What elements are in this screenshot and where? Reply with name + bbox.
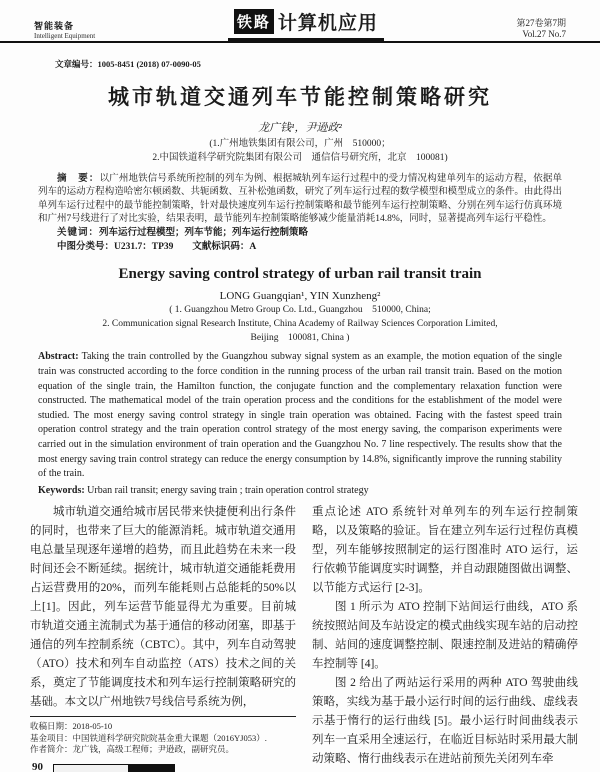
affiliation-en-line3: Beijing 100081, China ) bbox=[250, 332, 350, 343]
affiliation-en-line1: ( 1. Guangzhou Metro Group Co. Ltd., Guangzhou 510000, China; bbox=[169, 305, 431, 316]
abstract-en-text: Taking the train controlled by the Guangzhou subway signal system as an example, the motion equation of the single train was constructed according to the force condition in the running process of the urban rail transit train. Based on the motion equation of the single train, the Hamilton function, the conjugate function and the complementary relaxation function were constructed. The mathematical model of the train operation process and the conditions for the establishment of the model were studied. The most energy saving control strategy in single train operation was obtained. Facing with the fastest speed train operation control strategy and the train operation control strategy of the most energy saving, the comparison experiments were carried out in the simulation environment of train operation and the Guangzhou No. 7 line respectively. The results show that the most energy saving train control strategy can reduce the energy consumption by 14.8%, significantly improve the running stability of the train. bbox=[38, 351, 562, 480]
keywords-en bbox=[38, 484, 562, 499]
doc-code-label: 文献标识码： bbox=[192, 241, 250, 252]
header-divider bbox=[0, 41, 600, 43]
paper-title-cn: 城市轨道交通列车节能控制策略研究 bbox=[108, 86, 492, 109]
affiliation-cn bbox=[0, 138, 600, 166]
railway-logo: 铁路 bbox=[234, 9, 274, 34]
body-paragraph: 重点论述 ATO 系统针对单列车的列车运行控制策略，以及策略的验证。旨在建立列车运行过程仿真模型，列车能够按照制定的运行图准时 ATO 运行，运行依赖节能调度实时调整，并自动跟随图做出调整、以节能方式运行 [2-3]。 bbox=[312, 506, 578, 594]
page-footer-row bbox=[32, 761, 296, 772]
page-number: 90 bbox=[32, 760, 43, 772]
issue-volume-cn: 第27卷第7期 bbox=[516, 17, 566, 28]
affiliation-en bbox=[0, 304, 600, 345]
body-paragraph: 图 2 给出了两站运行采用的两种 ATO 驾驶曲线策略，实线为基于最小运行时间的运行曲线、虚线表示基于惰行的运行曲线 [5]。最小运行时间曲线表示列车一直采用全速运行，在临近目标站时采用最大制动策略、惰行曲线表示在进站前预先关闭列车牵 bbox=[312, 677, 578, 765]
clc-label: 中图分类号： bbox=[57, 241, 115, 252]
clc-line bbox=[38, 241, 562, 255]
keywords-cn-label: 关键词： bbox=[57, 227, 100, 238]
authors-cn: 龙广钱¹，尹逊政² bbox=[258, 122, 342, 134]
abstract-cn-text: 以广州地铁信号系统所控制的列车为例、根据城轨列车运行过程中的受力情况构建单列车的运动方程，依据单列车的运动方程构造哈密尔顿函数、共轭函数、互补松弛函数，研究了列车运行过程的数学模型和模型成立的条件。由此得出单列车运行过程中的最节能控制策略，针对最快速度列车运行控制策略和最节能列车运行控制策略、分别在列车运行仿真环境和广州7号线进行了对比实验，结果表明，最节能列车控制策略能够减少能量消耗14.8%，同时，显著提高列车运行平稳性。 bbox=[38, 173, 562, 225]
article-number: 文章编号：1005-8451 (2018) 07-0090-05 bbox=[55, 59, 201, 69]
abstract-cn bbox=[38, 173, 562, 227]
cutoff-figure bbox=[53, 764, 175, 772]
footnote-divider bbox=[30, 716, 296, 717]
footnote-area bbox=[30, 712, 296, 772]
footnote-author-bio: 作者简介：龙广钱，高级工程师；尹逊政，副研究员。 bbox=[30, 744, 235, 754]
right-column bbox=[312, 503, 578, 772]
journal-title: 计算机应用 bbox=[277, 13, 378, 34]
journal-masthead bbox=[228, 8, 384, 41]
keywords-cn bbox=[38, 227, 562, 241]
keywords-cn-text: 列车运行过程模型；列车节能；列车运行控制策略 bbox=[99, 227, 309, 238]
abstract-en-label: Abstract: bbox=[38, 351, 79, 363]
affiliation-cn-line2: 2.中国铁道科学研究院集团有限公司 通信信号研究所，北京 100081) bbox=[152, 152, 448, 163]
abstract-cn-block bbox=[38, 173, 562, 255]
paper-title-en: Energy saving control strategy of urban rail transit train bbox=[118, 266, 482, 283]
page-header bbox=[34, 8, 566, 41]
footnote-received-date: 收稿日期：2018-05-10 bbox=[30, 721, 113, 731]
column-title-en: Intelligent Equipment bbox=[34, 32, 96, 41]
affiliation-cn-line1: (1.广州地铁集团有限公司，广州 510000； bbox=[209, 139, 391, 149]
abstract-en bbox=[38, 350, 562, 481]
issue-volume-en: Vol.27 No.7 bbox=[522, 29, 566, 40]
body-paragraph: 城市轨道交通给城市居民带来快捷便利出行条件的同时，也带来了巨大的能源消耗。城市轨道交通用电总量呈现逐年递增的趋势，而且此趋势在未来一段时间还会不断延续。据统计，城市轨道交通能耗费用占运营费用的20%，而列车能耗则占总能耗的50%以上[1]。因此，列车运营节能显得尤为重要。目前城市轨道交通主流制式为基于通信的移动闭塞，即基于通信的列车控制系统（CBTC）。其中，列车自动驾驶（ATO）技术和列车自动监控（ATS）技术之间的关系，奠定了节能调度技术和列车运行控制策略研究的基础。本文以广州地铁7号线信号系统为例， bbox=[30, 506, 296, 708]
header-column-left bbox=[34, 21, 95, 41]
doc-code-value: A bbox=[249, 241, 257, 252]
cutoff-figure-fill bbox=[128, 765, 174, 772]
affiliation-en-line2: 2. Communication signal Research Institute, China Academy of Railway Sciences Corporation Limited, bbox=[102, 318, 498, 329]
keywords-en-text: Urban rail transit; energy saving train ; train operation control strategy bbox=[84, 484, 369, 496]
keywords-en-label: Keywords: bbox=[38, 484, 85, 496]
column-title-cn: 智能装备 bbox=[34, 21, 75, 31]
left-column bbox=[30, 503, 296, 772]
abstract-cn-label: 摘 要： bbox=[57, 173, 100, 184]
body-columns bbox=[30, 503, 578, 772]
clc-value: U231.7：TP39 bbox=[114, 241, 174, 252]
issue-info bbox=[516, 18, 566, 41]
body-paragraph: 图 1 所示为 ATO 控制下站间运行曲线，ATO 系统按照站间及车站设定的模式曲线实现车站的启动控制、站间的速度调整控制、限速控制及进站的精确停车控制等 [4]。 bbox=[312, 601, 578, 670]
abstract-en-block bbox=[38, 350, 562, 498]
authors-en: LONG Guangqian¹, YIN Xunzheng² bbox=[219, 290, 381, 303]
footnote-funding: 基金项目：中国铁道科学研究院院基金重大课题（2016YJ053）. bbox=[30, 732, 267, 743]
